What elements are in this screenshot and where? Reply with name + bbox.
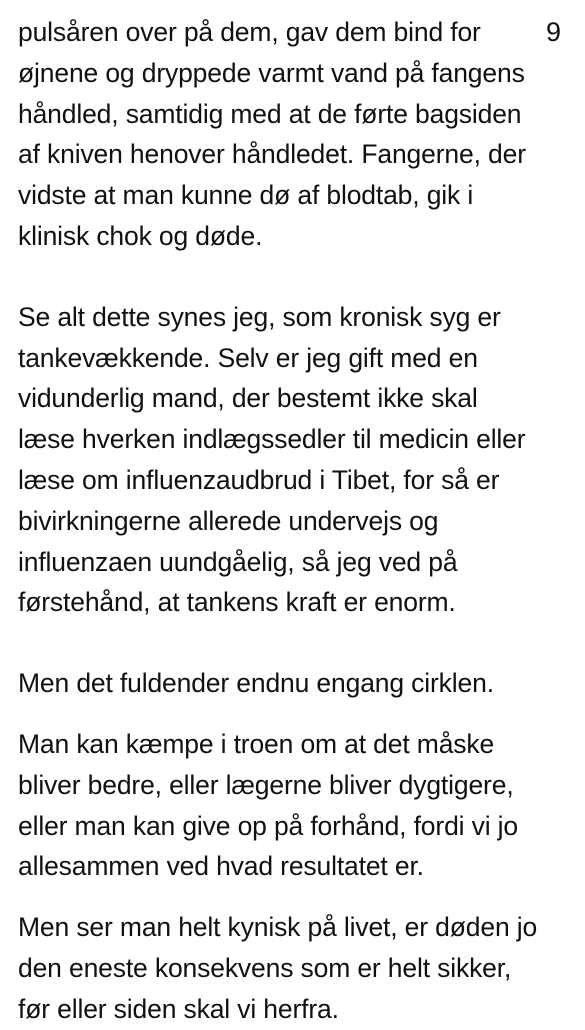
text-line: bliver bedre, eller lægerne bliver dygtigere, xyxy=(18,769,514,800)
text-line: Man kan kæmpe i troen om at det måske xyxy=(18,728,495,759)
text-line: af kniven henover håndledet. Fangerne, der xyxy=(18,139,526,170)
paragraph-2 xyxy=(18,297,570,623)
paragraph-spacer xyxy=(18,257,570,297)
text-line: førstehånd, at tankens kraft er enorm. xyxy=(18,587,456,618)
paragraph-3 xyxy=(18,663,570,704)
paragraph-spacer xyxy=(18,623,570,663)
text-line: allesammen ved hvad resultatet er. xyxy=(18,851,424,882)
text-line: før eller siden skal vi herfra. xyxy=(18,993,339,1024)
paragraph-4 xyxy=(18,724,570,887)
text-line: håndled, samtidig med at de førte bagsiden xyxy=(18,98,522,129)
text-line: Men ser man helt kynisk på livet, er døden jo xyxy=(18,912,538,943)
text-line: læse hverken indlægssedler til medicin eller xyxy=(18,424,526,455)
document-body xyxy=(18,12,570,1030)
text-line: eller man kan give op på forhånd, fordi vi jo xyxy=(18,810,518,841)
text-line: øjnene og dryppede varmt vand på fangens xyxy=(18,57,525,88)
text-line: Men det fuldender endnu engang cirklen. xyxy=(18,668,494,699)
page-number: 9 xyxy=(545,17,561,47)
text-line: Se alt dette synes jeg, som kronisk syg er xyxy=(18,301,501,332)
text-line: vidste at man kunne dø af blodtab, gik i xyxy=(18,180,474,211)
paragraph-5 xyxy=(18,907,570,1029)
paragraph-spacer xyxy=(18,887,570,907)
text-line: den eneste konsekvens som er helt sikker, xyxy=(18,952,512,983)
paragraph-spacer xyxy=(18,704,570,724)
text-line: bivirkningerne allerede undervejs og xyxy=(18,505,439,536)
text-line: klinisk chok og døde. xyxy=(18,220,263,251)
paragraph-1 xyxy=(18,12,570,257)
text-line: vidunderlig mand, der bestemt ikke skal xyxy=(18,383,478,414)
text-line: læse om influenzaudbrud i Tibet, for så er xyxy=(18,464,500,495)
text-line: influenzaen uundgåelig, så jeg ved på xyxy=(18,546,458,577)
text-line: tankevækkende. Selv er jeg gift med en xyxy=(18,342,478,373)
text-line: pulsåren over på dem, gav dem bind for xyxy=(18,17,481,47)
